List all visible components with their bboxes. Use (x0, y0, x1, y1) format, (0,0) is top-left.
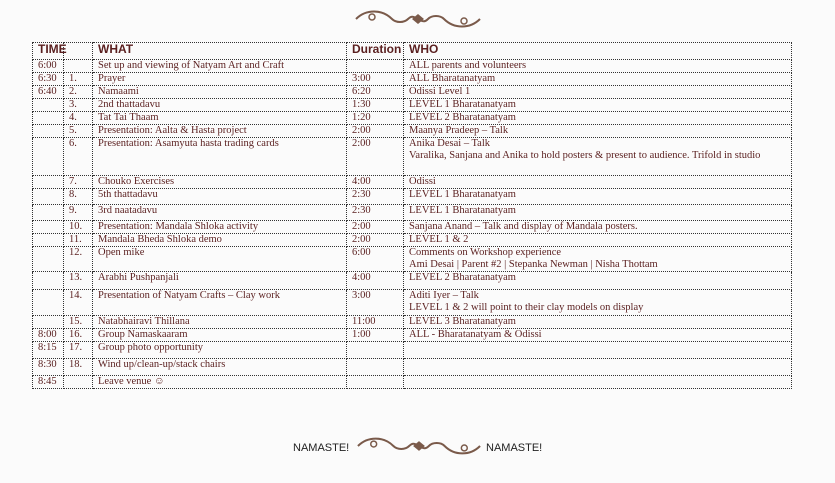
duration-cell: 4:00 (347, 272, 404, 290)
table-row (33, 234, 792, 247)
activity-cell: Mandala Bheda Shloka demo (93, 234, 347, 247)
number-cell: 3. (64, 99, 93, 112)
who-text: LEVEL 1 & 2 (409, 234, 469, 245)
duration-cell: 2:00 (347, 221, 404, 234)
activity-cell: Presentation: Aalta & Hasta project (93, 125, 347, 138)
duration-cell: 4:00 (347, 176, 404, 189)
who-text: Anika Desai – Talk (409, 138, 491, 149)
who-note-text: Varalika, Sanjana and Anika to hold posters & present to audience. Trifold in studio (409, 150, 761, 161)
time-cell: 8:30 (33, 359, 64, 376)
footer-namaste-right: NAMASTE! (486, 442, 543, 454)
time-cell (33, 99, 64, 112)
who-text: Maanya Pradeep – Talk (409, 125, 509, 136)
time-cell (33, 247, 64, 272)
activity-cell: 3rd naatadavu (93, 205, 347, 221)
number-cell: 8. (64, 189, 93, 205)
who-cell (404, 272, 792, 290)
scroll-ornament-icon (354, 435, 484, 457)
table-row (33, 329, 792, 342)
time-cell (33, 125, 64, 138)
who-note-text: Ami Desai | Parent #2 | Stepanka Newman | Nisha Thottam (409, 259, 658, 270)
activity-cell: Namaami (93, 86, 347, 99)
number-cell: 12. (64, 247, 93, 272)
activity-cell: Group Namaskaaram (93, 329, 347, 342)
table-row (33, 247, 792, 272)
time-cell (33, 221, 64, 234)
table-row (33, 86, 792, 99)
time-cell (33, 112, 64, 125)
activity-cell: Group photo opportunity (93, 342, 347, 359)
activity-cell: Arabhi Pushpanjali (93, 272, 347, 290)
who-text: Odissi Level 1 (409, 86, 471, 97)
activity-cell: Chouko Exercises (93, 176, 347, 189)
who-text: LEVEL 2 Bharatanatyam (409, 272, 516, 283)
time-cell: 8:45 (33, 376, 64, 389)
duration-cell: 2:30 (347, 189, 404, 205)
table-row (33, 290, 792, 316)
duration-cell: 2:00 (347, 234, 404, 247)
who-cell (404, 176, 792, 189)
number-cell: 17. (64, 342, 93, 359)
number-cell: 6. (64, 138, 93, 176)
who-text: LEVEL 1 Bharatanatyam (409, 205, 516, 216)
table-row (33, 60, 792, 73)
duration-cell: 1:20 (347, 112, 404, 125)
who-text: LEVEL 1 Bharatanatyam (409, 99, 516, 110)
who-cell (404, 138, 792, 176)
time-cell (33, 272, 64, 290)
who-cell (404, 86, 792, 99)
number-cell: 11. (64, 234, 93, 247)
who-text: Aditi Iyer – Talk (409, 290, 479, 301)
number-cell: 9. (64, 205, 93, 221)
number-cell: 7. (64, 176, 93, 189)
header-duration: Duration (347, 43, 404, 60)
duration-cell: 6:20 (347, 86, 404, 99)
number-cell: 2. (64, 86, 93, 99)
who-cell (404, 221, 792, 234)
time-cell (33, 189, 64, 205)
duration-cell: 2:30 (347, 205, 404, 221)
duration-cell (347, 60, 404, 73)
who-text: Comments on Workshop experience (409, 247, 562, 258)
duration-cell (347, 359, 404, 376)
who-cell (404, 329, 792, 342)
duration-cell: 3:00 (347, 290, 404, 316)
time-cell: 6:00 (33, 60, 64, 73)
time-cell: 6:40 (33, 86, 64, 99)
table-row (33, 359, 792, 376)
table-row (33, 125, 792, 138)
duration-cell: 11:00 (347, 316, 404, 329)
activity-cell: Presentation: Mandala Shloka activity (93, 221, 347, 234)
who-text: LEVEL 3 Bharatanatyam (409, 316, 516, 327)
who-cell (404, 359, 792, 376)
scroll-ornament-icon (352, 8, 484, 30)
table-row (33, 272, 792, 290)
number-cell: 4. (64, 112, 93, 125)
time-cell (33, 234, 64, 247)
activity-cell: 2nd thattadavu (93, 99, 347, 112)
activity-cell: Set up and viewing of Natyam Art and Craft (93, 60, 347, 73)
who-text: Sanjana Anand – Talk and display of Mandala posters. (409, 221, 638, 232)
duration-cell: 2:00 (347, 138, 404, 176)
number-cell (64, 376, 93, 389)
activity-cell: Presentation: Asamyuta hasta trading cards (93, 138, 347, 176)
who-cell (404, 112, 792, 125)
who-text: Odissi (409, 176, 436, 187)
table-row (33, 176, 792, 189)
table-row (33, 221, 792, 234)
activity-cell: Natabhairavi Thillana (93, 316, 347, 329)
activity-cell: Prayer (93, 73, 347, 86)
who-cell (404, 60, 792, 73)
time-cell (33, 290, 64, 316)
duration-cell (347, 376, 404, 389)
who-cell (404, 316, 792, 329)
activity-cell: 5th thattadavu (93, 189, 347, 205)
number-cell: 16. (64, 329, 93, 342)
time-cell (33, 176, 64, 189)
activity-cell: Tat Tai Thaam (93, 112, 347, 125)
number-cell: 5. (64, 125, 93, 138)
activity-cell: Presentation of Natyam Crafts – Clay work (93, 290, 347, 316)
time-cell: 8:15 (33, 342, 64, 359)
who-cell (404, 205, 792, 221)
activity-cell: Wind up/clean-up/stack chairs (93, 359, 347, 376)
who-cell (404, 342, 792, 359)
schedule-table (32, 42, 792, 389)
who-cell (404, 290, 792, 316)
number-cell (64, 60, 93, 73)
number-cell: 10. (64, 221, 93, 234)
table-row (33, 99, 792, 112)
duration-cell: 1:00 (347, 329, 404, 342)
number-cell: 15. (64, 316, 93, 329)
who-cell (404, 247, 792, 272)
who-note-text: LEVEL 1 & 2 will point to their clay models on display (409, 302, 644, 313)
who-text: ALL - Bharatanatyam & Odissi (409, 329, 542, 340)
who-cell (404, 99, 792, 112)
table-row (33, 73, 792, 86)
activity-cell: Open mike (93, 247, 347, 272)
duration-cell (347, 342, 404, 359)
time-cell (33, 316, 64, 329)
table-row (33, 316, 792, 329)
table-row (33, 376, 792, 389)
time-cell (33, 205, 64, 221)
number-cell: 18. (64, 359, 93, 376)
who-cell (404, 125, 792, 138)
header-num (64, 43, 93, 60)
who-text: LEVEL 2 Bharatanatyam (409, 112, 516, 123)
header-time: TIME (33, 43, 64, 60)
who-cell (404, 376, 792, 389)
number-cell: 13. (64, 272, 93, 290)
table-row (33, 112, 792, 125)
header-row (33, 43, 792, 60)
table-row (33, 138, 792, 176)
footer-namaste-left: NAMASTE! (293, 442, 350, 454)
table-row (33, 189, 792, 205)
duration-cell: 6:00 (347, 247, 404, 272)
duration-cell: 3:00 (347, 73, 404, 86)
time-cell (33, 138, 64, 176)
number-cell: 1. (64, 73, 93, 86)
number-cell: 14. (64, 290, 93, 316)
duration-cell: 2:00 (347, 125, 404, 138)
time-cell: 6:30 (33, 73, 64, 86)
time-cell: 8:00 (33, 329, 64, 342)
who-cell (404, 234, 792, 247)
header-what: WHAT (93, 43, 347, 60)
who-cell (404, 73, 792, 86)
activity-cell: Leave venue ☺ (93, 376, 347, 389)
who-text: LEVEL 1 Bharatanatyam (409, 189, 516, 200)
header-who: WHO (404, 43, 792, 60)
table-row (33, 205, 792, 221)
who-text: ALL Bharatanatyam (409, 73, 496, 84)
table-row (33, 342, 792, 359)
duration-cell: 1:30 (347, 99, 404, 112)
who-cell (404, 189, 792, 205)
who-text: ALL parents and volunteers (409, 60, 527, 71)
